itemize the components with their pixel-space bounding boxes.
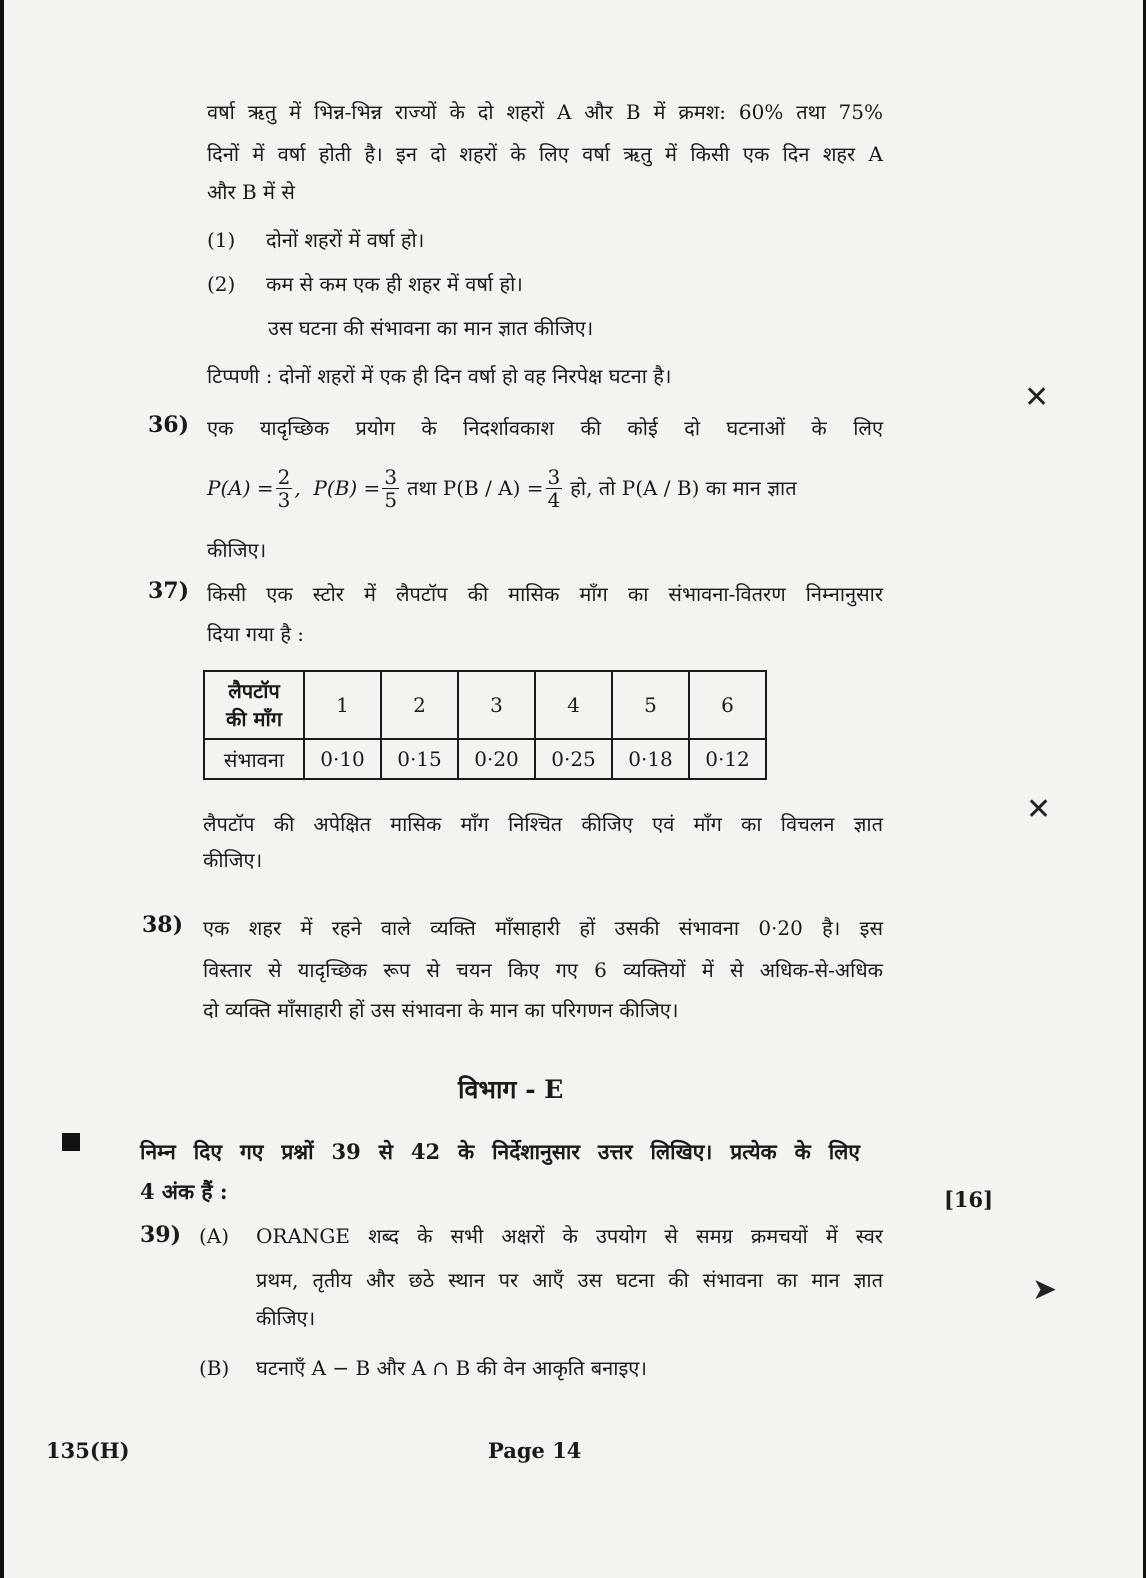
table-cell: 0·25: [535, 739, 612, 779]
q37-after-line-1: लैपटॉप की अपेक्षित मासिक माँग निश्चित कीजिए एवं माँग का विचलन ज्ञात: [203, 812, 883, 836]
q38-line-2: विस्तार से यादृच्छिक रूप से चयन किए गए 6 व्यक्तियों में से अधिक-से-अधिक: [203, 958, 883, 982]
q36-pb-fraction: [382, 466, 399, 511]
scan-mark-icon: ➤: [1032, 1272, 1058, 1307]
q39-part-a-line-2: प्रथम, तृतीय और छठे स्थान पर आएँ उस घटना की संभावना का मान ज्ञात: [256, 1268, 883, 1292]
table-cell: 4: [535, 671, 612, 739]
q36-pb-label: , P(B) =: [294, 476, 381, 500]
q39-part-a-line-3: कीजिए।: [256, 1306, 316, 1330]
table-cell: 5: [612, 671, 689, 739]
q39-part-b-label: (B): [199, 1356, 230, 1380]
q36-line-1: एक यादृच्छिक प्रयोग के निदर्शावकाश की कोई दो घटनाओं के लिए: [207, 416, 883, 440]
q36-pba-numerator: 3: [547, 464, 561, 489]
q39-part-b-text: घटनाएँ A − B और A ∩ B की वेन आकृति बनाइए।: [256, 1356, 647, 1380]
q36-pa-denominator: 3: [277, 487, 291, 512]
q36-probability-expression: [207, 456, 797, 520]
table-header-demand-line-1: लैपटॉप: [228, 679, 280, 703]
table-cell: 2: [381, 671, 458, 739]
prev-instruction: उस घटना की संभावना का मान ज्ञात कीजिए।: [268, 316, 594, 340]
section-instruction-line-1: निम्न दिए गए प्रश्नों 39 से 42 के निर्देशानुसार उत्तर लिखिए। प्रत्येक के लिए: [140, 1139, 860, 1164]
table-cell: 0·15: [381, 739, 458, 779]
prev-part-1-text: दोनों शहरों में वर्षा हो।: [266, 228, 425, 252]
bullet-square: [62, 1133, 80, 1151]
prev-question-line-2: दिनों में वर्षा होती है। इन दो शहरों के लिए वर्षा ऋतु में किसी एक दिन शहर A: [207, 142, 883, 166]
q39-part-a-line-1: ORANGE शब्द के सभी अक्षरों के उपयोग से समग्र क्रमचयों में स्वर: [256, 1224, 883, 1248]
table-cell: 6: [689, 671, 766, 739]
q38-line-3: दो व्यक्ति माँसाहारी हों उस संभावना के मान का परिगणन कीजिए।: [203, 998, 679, 1022]
q36-pba-denominator: 4: [547, 487, 561, 512]
prev-question-line-1: वर्षा ऋतु में भिन्न-भिन्न राज्यों के दो शहरों A और B में क्रमश: 60% तथा 75%: [207, 100, 883, 124]
q36-pba-label: तथा P(B / A) =: [407, 476, 544, 500]
q36-pb-numerator: 3: [384, 464, 398, 489]
table-header-probability: संभावना: [204, 739, 304, 779]
question-number-37: 37): [148, 578, 190, 604]
q38-line-1: एक शहर में रहने वाले व्यक्ति माँसाहारी हों उसकी संभावना 0·20 है। इस: [203, 916, 883, 940]
question-number-36: 36): [148, 412, 190, 438]
q36-pa-label: P(A) =: [207, 476, 274, 500]
section-marks: [16]: [944, 1187, 994, 1212]
q39-part-a-label: (A): [199, 1224, 230, 1248]
q37-line-2: दिया गया है :: [207, 622, 305, 646]
q36-pa-fraction: [276, 466, 293, 511]
question-number-39: 39): [140, 1222, 182, 1248]
table-cell: 0·20: [458, 739, 535, 779]
question-number-38: 38): [142, 912, 184, 938]
table-cell: 0·12: [689, 739, 766, 779]
q36-pba-fraction: [546, 466, 563, 511]
scan-mark-icon: ✕: [1024, 380, 1050, 415]
table-header-demand-line-2: की माँग: [226, 707, 282, 731]
prev-part-1-label: (1): [207, 228, 236, 252]
prev-part-2-label: (2): [207, 272, 236, 296]
scan-left-edge: [0, 0, 4, 1578]
section-title: विभाग - E: [458, 1075, 564, 1104]
demand-distribution-table: [203, 670, 767, 780]
table-cell: 0·10: [304, 739, 381, 779]
q36-tail: हो, तो P(A / B) का मान ज्ञात: [570, 476, 797, 500]
paper-code: 135(H): [46, 1438, 130, 1463]
q37-line-1: किसी एक स्टोर में लैपटॉप की मासिक माँग का संभावना-वितरण निम्नानुसार: [207, 582, 883, 606]
table-cell: 3: [458, 671, 535, 739]
q36-pa-numerator: 2: [277, 464, 291, 489]
table-row: [204, 671, 766, 739]
prev-part-2-text: कम से कम एक ही शहर में वर्षा हो।: [266, 272, 523, 296]
table-header-demand: [204, 671, 304, 739]
q36-line-3: कीजिए।: [207, 538, 267, 562]
page-number: Page 14: [488, 1438, 582, 1463]
table-cell: 0·18: [612, 739, 689, 779]
scan-mark-icon: ✕: [1026, 792, 1052, 827]
q36-pb-denominator: 5: [384, 487, 398, 512]
prev-question-line-3: और B में से: [207, 180, 295, 204]
prev-note: टिप्पणी : दोनों शहरों में एक ही दिन वर्षा हो वह निरपेक्ष घटना है।: [207, 364, 672, 388]
table-row: [204, 739, 766, 779]
q37-after-line-2: कीजिए।: [203, 848, 263, 872]
section-instruction-line-2: 4 अंक हैं :: [140, 1179, 228, 1204]
table-cell: 1: [304, 671, 381, 739]
